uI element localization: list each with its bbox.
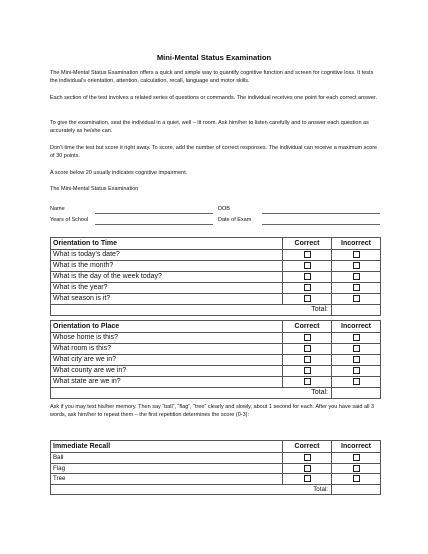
timing-paragraph: Don’t time the test but score it right away. To score, add the number of correct responses. The individual can receive a maximum score of 30 points. bbox=[50, 145, 378, 159]
table-row bbox=[51, 283, 381, 294]
correct-checkbox[interactable] bbox=[304, 251, 311, 258]
question-text: What is the year? bbox=[51, 283, 283, 294]
correct-checkbox[interactable] bbox=[304, 262, 311, 269]
question-text: Whose home is this? bbox=[51, 333, 283, 344]
correct-checkbox[interactable] bbox=[304, 378, 311, 385]
correct-checkbox[interactable] bbox=[304, 356, 311, 363]
table-row bbox=[51, 355, 381, 366]
total-field[interactable] bbox=[332, 388, 381, 399]
section-title: Orientation to Place bbox=[51, 321, 283, 333]
total-label: Total: bbox=[51, 305, 332, 316]
total-field[interactable] bbox=[332, 484, 381, 495]
question-text: What city are we in? bbox=[51, 355, 283, 366]
incorrect-header: Incorrect bbox=[332, 238, 381, 250]
correct-checkbox[interactable] bbox=[304, 295, 311, 302]
orientation-time-table bbox=[50, 237, 381, 316]
table-row bbox=[51, 453, 381, 464]
correct-header: Correct bbox=[283, 441, 332, 453]
procedure-paragraph: To give the examination, seat the individual in a quiet, well – lit room. Ask him/her to listen carefully and to answer each question as accurately as he/she can. bbox=[50, 120, 369, 134]
correct-header: Correct bbox=[283, 238, 332, 250]
name-label: Name bbox=[50, 206, 65, 212]
question-text: What state are we in? bbox=[51, 377, 283, 388]
incorrect-checkbox[interactable] bbox=[353, 251, 360, 258]
incorrect-checkbox[interactable] bbox=[353, 334, 360, 341]
correct-checkbox[interactable] bbox=[304, 345, 311, 352]
dob-label: DOB bbox=[218, 206, 230, 212]
incorrect-checkbox[interactable] bbox=[353, 367, 360, 374]
question-text: What is the day of the week today? bbox=[51, 272, 283, 283]
correct-checkbox[interactable] bbox=[304, 367, 311, 374]
date-of-exam-label: Date of Exam bbox=[218, 217, 252, 223]
document-title: Mini-Mental Status Examination bbox=[156, 53, 272, 62]
correct-header: Correct bbox=[283, 321, 332, 333]
incorrect-checkbox[interactable] bbox=[353, 345, 360, 352]
date-of-exam-field[interactable] bbox=[262, 224, 380, 225]
section-title: Orientation to Time bbox=[51, 238, 283, 250]
total-label: Total: bbox=[51, 388, 332, 399]
intro-paragraph: The Mini-Mental Status Examination offers a quick and simple way to quantify cognitive function and screen for cognitive loss. It tests the individual’s orientation, attention, calculation, recall, language and motor skills. bbox=[50, 70, 374, 84]
correct-checkbox[interactable] bbox=[304, 273, 311, 280]
question-text: What county are we in? bbox=[51, 366, 283, 377]
incorrect-checkbox[interactable] bbox=[353, 284, 360, 291]
table-row bbox=[51, 344, 381, 355]
question-text: What is today’s date? bbox=[51, 250, 283, 261]
incorrect-checkbox[interactable] bbox=[353, 378, 360, 385]
question-text: Flag bbox=[51, 463, 283, 474]
incorrect-checkbox[interactable] bbox=[353, 295, 360, 302]
table-row bbox=[51, 250, 381, 261]
years-of-school-field[interactable] bbox=[95, 224, 213, 225]
recall-instructions: Ask if you may test his/her memory. Then say “ball”, “flag”, “tree” clearly and slowly, about 1 second for each. After you have said all 3 words, ask him/her to repeat them – the first repetition determines the score (0-3): bbox=[50, 404, 375, 418]
incorrect-checkbox[interactable] bbox=[353, 273, 360, 280]
incorrect-checkbox[interactable] bbox=[353, 356, 360, 363]
question-text: What season is it? bbox=[51, 294, 283, 305]
table-row bbox=[51, 272, 381, 283]
incorrect-checkbox[interactable] bbox=[353, 262, 360, 269]
dob-field[interactable] bbox=[262, 213, 380, 214]
correct-checkbox[interactable] bbox=[304, 475, 311, 482]
immediate-recall-table bbox=[50, 440, 381, 495]
orientation-place-table bbox=[50, 320, 381, 399]
incorrect-header: Incorrect bbox=[332, 441, 381, 453]
question-text: What room is this? bbox=[51, 344, 283, 355]
table-row bbox=[51, 474, 381, 485]
table-row bbox=[51, 366, 381, 377]
name-field[interactable] bbox=[95, 213, 213, 214]
impairment-paragraph: A score below 20 usually indicates cognitive impairment. bbox=[50, 170, 188, 176]
total-field[interactable] bbox=[332, 305, 381, 316]
correct-checkbox[interactable] bbox=[304, 454, 311, 461]
table-row bbox=[51, 463, 381, 474]
table-row bbox=[51, 294, 381, 305]
total-label: Total: bbox=[51, 484, 332, 495]
question-text: Tree bbox=[51, 474, 283, 485]
section-title: Immediate Recall bbox=[51, 441, 283, 453]
incorrect-header: Incorrect bbox=[332, 321, 381, 333]
exam-subtitle: The Mini-Mental Status Examination bbox=[50, 186, 139, 192]
incorrect-checkbox[interactable] bbox=[353, 465, 360, 472]
question-text: Ball bbox=[51, 453, 283, 464]
scoring-paragraph: Each section of the test involves a related series of questions or commands. The individual receives one point for each correct answer. bbox=[50, 95, 378, 101]
question-text: What is the month? bbox=[51, 261, 283, 272]
incorrect-checkbox[interactable] bbox=[353, 475, 360, 482]
correct-checkbox[interactable] bbox=[304, 284, 311, 291]
table-row bbox=[51, 261, 381, 272]
table-row bbox=[51, 333, 381, 344]
correct-checkbox[interactable] bbox=[304, 465, 311, 472]
table-row bbox=[51, 377, 381, 388]
correct-checkbox[interactable] bbox=[304, 334, 311, 341]
years-of-school-label: Years of School bbox=[50, 217, 89, 223]
incorrect-checkbox[interactable] bbox=[353, 454, 360, 461]
